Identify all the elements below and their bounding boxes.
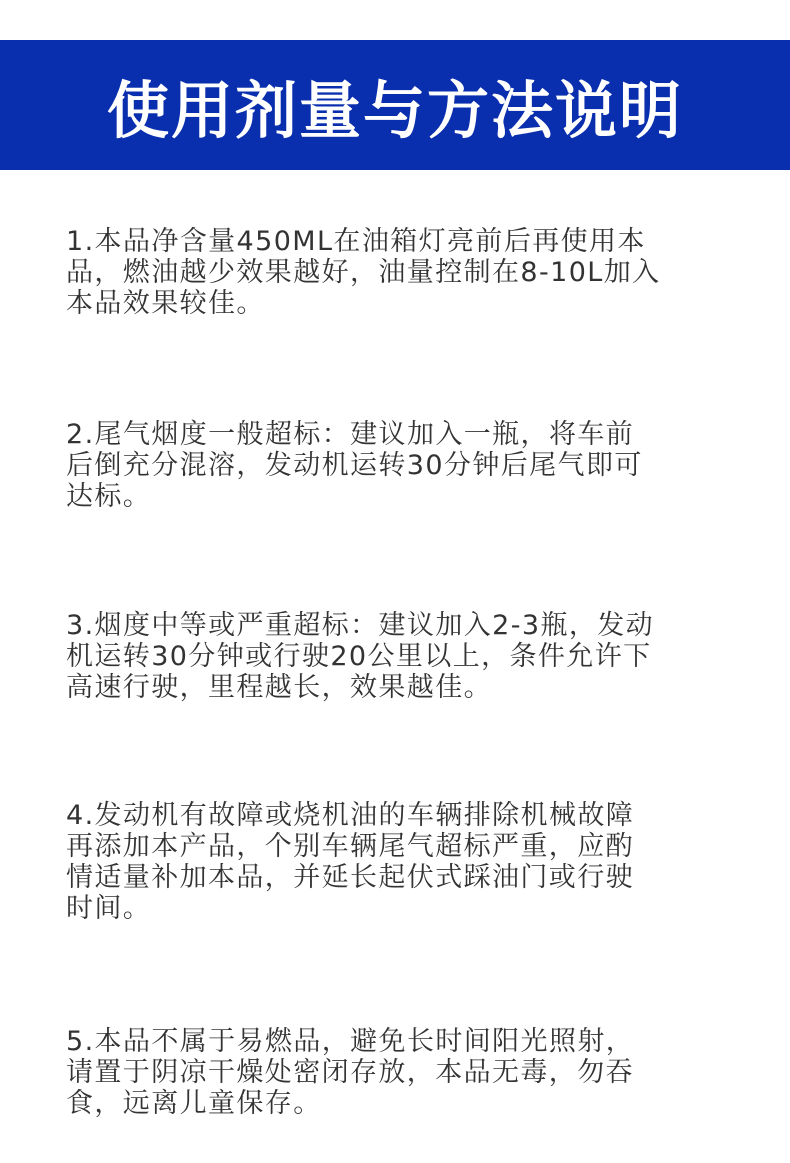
instruction-line: 食，远离儿童保存。 bbox=[66, 1088, 322, 1119]
instruction-line: 后倒充分混溶，发动机运转30分钟后尾气即可 bbox=[66, 450, 643, 481]
title-banner bbox=[0, 40, 790, 170]
instruction-line: 3.烟度中等或严重超标：建议加入2-3瓶，发动 bbox=[66, 610, 655, 641]
instruction-line: 高速行驶，里程越长，效果越佳。 bbox=[66, 672, 492, 703]
instruction-line: 5.本品不属于易燃品，避免长时间阳光照射， bbox=[66, 1026, 635, 1057]
instruction-line: 品，燃油越少效果越好，油量控制在8-10L加入 bbox=[66, 257, 661, 288]
instruction-line: 请置于阴凉干燥处密闭存放，本品无毒，勿吞 bbox=[66, 1057, 634, 1088]
instruction-item-4 bbox=[66, 800, 734, 924]
instruction-line: 情适量补加本品，并延长起伏式踩油门或行驶 bbox=[66, 862, 634, 893]
instruction-item-5 bbox=[66, 1026, 734, 1119]
instruction-line: 再添加本产品，个别车辆尾气超标严重，应酌 bbox=[66, 831, 634, 862]
instruction-line: 4.发动机有故障或烧机油的车辆排除机械故障 bbox=[66, 800, 635, 831]
instruction-item-3 bbox=[66, 610, 734, 703]
instruction-line: 1.本品净含量450ML在油箱灯亮前后再使用本 bbox=[66, 226, 646, 257]
instruction-line: 达标。 bbox=[66, 481, 152, 512]
instruction-line: 时间。 bbox=[66, 893, 152, 924]
instruction-line: 2.尾气烟度一般超标：建议加入一瓶，将车前 bbox=[66, 419, 635, 450]
page-title: 使用剂量与方法说明 bbox=[106, 73, 683, 147]
instruction-line: 机运转30分钟或行驶20公里以上，条件允许下 bbox=[66, 641, 652, 672]
instruction-item-2 bbox=[66, 419, 734, 512]
instruction-line: 本品效果较佳。 bbox=[66, 288, 265, 319]
instruction-item-1 bbox=[66, 226, 734, 319]
